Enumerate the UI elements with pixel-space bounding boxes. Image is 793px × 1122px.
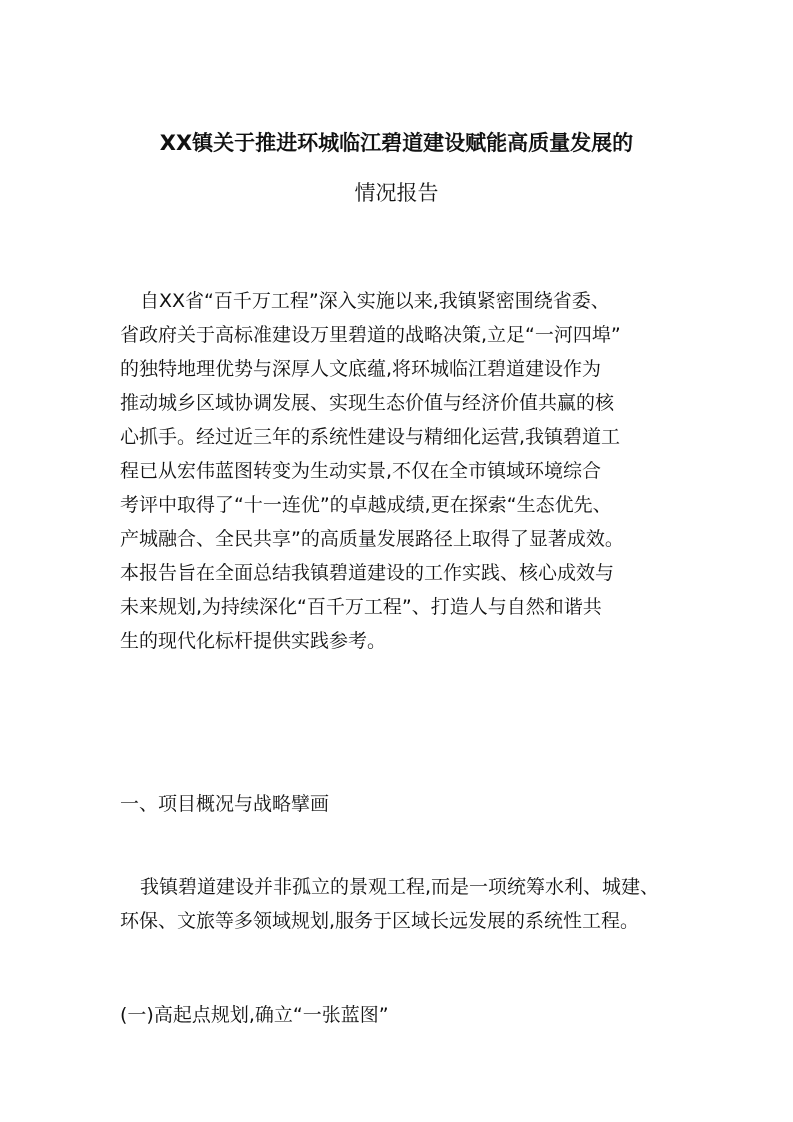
subsection-heading <box>120 998 680 1032</box>
paragraph-line: 推动城乡区域协调发展、实现生态价值与经济价值共赢的核 <box>120 392 615 414</box>
paragraph-line: 本报告旨在全面总结我镇碧道建设的工作实践、核心成效与 <box>120 562 615 584</box>
paragraph-line: 自XX省“百千万工程”深入实施以来,我镇紧密围绕省委、 <box>140 290 610 312</box>
paragraph-line: 心抓手。经过近三年的系统性建设与精细化运营,我镇碧道工 <box>120 426 621 448</box>
report-title-line-1: XX镇关于推进环城临江碧道建设赋能高质量发展的 <box>159 131 634 155</box>
paragraph-line: 考评中取得了“十一连优”的卓越成绩,更在探索“生态优先、 <box>120 494 612 516</box>
paragraph-line: 省政府关于高标准建设万里碧道的战略决策,立足“一河四埠” <box>120 324 621 346</box>
intro-paragraph <box>120 284 680 658</box>
paragraph-line: 未来规划,为持续深化“百千万工程”、打造人与自然和谐共 <box>120 596 602 618</box>
paragraph-line: 的独特地理优势与深厚人文底蕴,将环城临江碧道建设作为 <box>120 358 602 380</box>
report-title-line-2: 情况报告 <box>354 181 439 205</box>
paragraph-line: 程已从宏伟蓝图转变为生动实景,不仅在全市镇域环境综合 <box>120 460 602 482</box>
paragraph-line: 生的现代化标杆提供实践参考。 <box>120 630 387 652</box>
section-heading-text: 一、项目概况与战略擘画 <box>120 793 330 815</box>
paragraph-line: 产城融合、全民共享”的高质量发展路径上取得了显著成效。 <box>120 528 624 550</box>
section-heading <box>120 787 680 821</box>
paragraph-line: 我镇碧道建设并非孤立的景观工程,而是一项统筹水利、城建、 <box>140 876 660 898</box>
subsection-heading-text: (一)高起点规划,确立“一张蓝图” <box>120 1004 389 1026</box>
paragraph-line: 环保、文旅等多领域规划,服务于区域长远发展的系统性工程。 <box>120 910 640 932</box>
section-paragraph <box>120 870 680 938</box>
